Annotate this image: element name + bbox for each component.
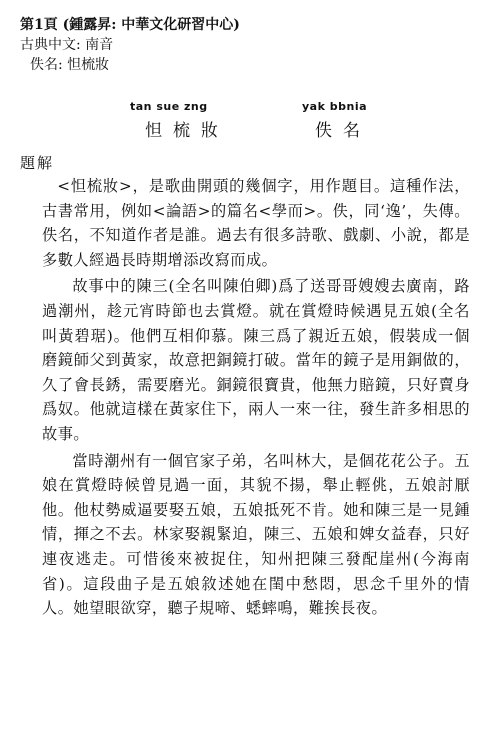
paragraph-3: 當時潮州有一個官家子弟，名叫林大，是個花花公子。五娘在賞燈時候曾見過一面，其貌不揚，舉止輕佻，五娘討厭他。他杖勢威逼要娶五娘，五娘抵死不肯。她和陳三是一見鍾情，揮之不去。林家娶親緊迫，陳三、五娘和婢女益春，只好連夜逃走。可惜後來被捉住，知州把陳三發配崖州(今海南省)。這段曲子是五娘敘述她在閨中愁悶，思念千里外的情人。她望眼欲穿，聽子規啼、蟋蟀鳴，難挨長夜。 (42, 451, 470, 618)
section-heading: 題解 (20, 154, 55, 172)
author-romanization: yak bbnia (302, 100, 368, 113)
title-block (0, 100, 500, 150)
paragraph-2: 故事中的陳三(全名叫陳伯卿)爲了送哥哥嫂嫂去廣南，路過潮州，趁元宵時節也去賞燈。就在賞燈時候遇見五娘(全名叫黃碧琚)。他們互相仰慕。陳三爲了親近五娘，假裝成一個磨鏡師父到黃家，故意把銅鏡打破。當年的鏡子是用銅做的，久了會長銹，需要磨光。銅鏡很寶貴，他無力賠鏡，只好賣身爲奴。他就這樣在黃家住下，兩人一來一往，發生許多相思的故事。 (42, 277, 470, 443)
title-romanization: tan sue zng (130, 100, 208, 113)
paragraph-1: <怛梳妝>，是歌曲開頭的幾個字，用作題目。這種作法，古書常用，例如<論語>的篇名<學而>。佚，同‘逸’，失傳。佚名，不知道作者是誰。過去有很多詩歌、戲劇、小說，都是多數人經過長時期增添改寫而成。 (42, 177, 470, 269)
body-text (42, 174, 470, 623)
page-header-source: 第1頁 (鍾露昇: 中華文化研習中心) (20, 17, 240, 33)
author-chinese: 佚名 (315, 121, 371, 141)
title-chinese: 怛梳妝 (145, 121, 229, 141)
page-header-work: 佚名: 怛梳妝 (30, 57, 110, 73)
page-header-category: 古典中文: 南音 (20, 37, 114, 53)
